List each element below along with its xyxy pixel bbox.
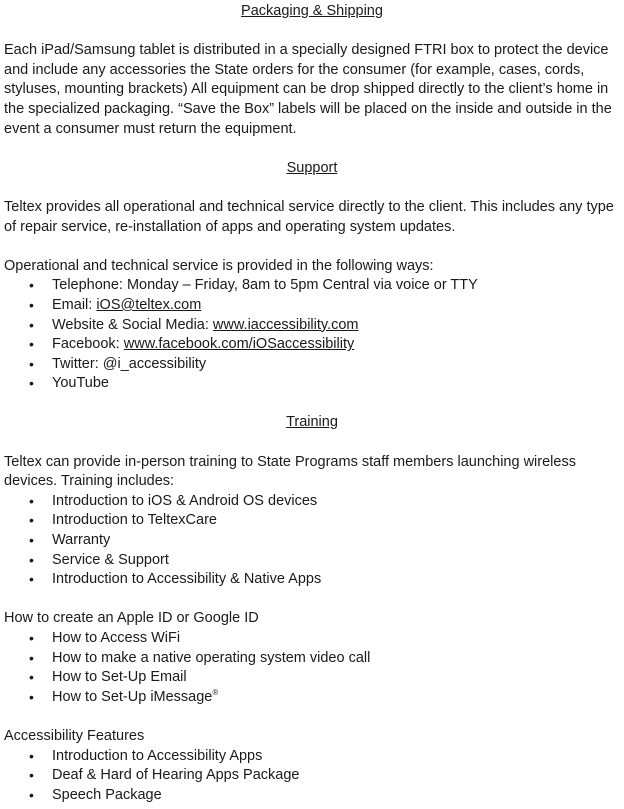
bullet-icon: •: [29, 492, 34, 509]
list-item: [4, 276, 620, 296]
list-item: [4, 570, 620, 590]
bullet-icon: •: [29, 786, 34, 803]
list-item: [4, 668, 620, 688]
id-section-title: How to create an Apple ID or Google ID: [4, 610, 259, 627]
list-item: [4, 766, 620, 786]
support-twitter: Twitter: @i_accessibility: [52, 355, 207, 372]
bullet-icon: •: [29, 747, 34, 764]
id-section-item: How to Access WiFi: [52, 630, 181, 646]
support-email-label: Email:: [52, 296, 97, 313]
support-heading: Support: [286, 159, 338, 176]
accessibility-item: Speech Package: [52, 786, 162, 803]
training-heading: Training: [286, 414, 338, 431]
bullet-icon: •: [29, 532, 34, 549]
list-item: [4, 355, 620, 375]
support-paragraph: Teltex provides all operational and technical service directly to the client. This includes any type of repair service, re-installation of apps and operating system updates.: [4, 198, 614, 235]
list-item: [4, 296, 620, 316]
list-item: [4, 551, 620, 571]
list-item: [4, 747, 620, 767]
spacer: [4, 433, 620, 453]
training-paragraph: Teltex can provide in-person training to State Programs staff members launching wireless devices. Training includes:: [4, 453, 576, 490]
list-item: [4, 511, 620, 531]
list-item: [4, 531, 620, 551]
bullet-icon: •: [29, 688, 34, 705]
spacer: [4, 590, 620, 610]
accessibility-section-title: Accessibility Features: [4, 727, 145, 744]
packaging-paragraph: Each iPad/Samsung tablet is distributed in a specially designed FTRI box to protect the device and include any accessories the State orders for the consumer (for example, cases, cords, styluses, mounting brackets) All equipment can be drop shipped directly to the client’s home in the specialized packaging. “Save the Box” labels will be placed on the inside and outside in the event a consumer must return the equipment.: [4, 42, 612, 137]
spacer: [4, 394, 620, 414]
spacer: [4, 22, 620, 42]
list-item: [4, 374, 620, 394]
training-item: Introduction to TeltexCare: [52, 512, 217, 529]
list-item: [4, 688, 620, 708]
id-section-item: How to make a native operating system video call: [52, 649, 371, 666]
support-intro: Operational and technical service is provided in the following ways:: [4, 257, 434, 274]
bullet-icon: •: [29, 375, 34, 392]
bullet-icon: •: [29, 355, 34, 372]
email-link[interactable]: iOS@teltex.com: [96, 296, 202, 313]
accessibility-item: Introduction to Accessibility Apps: [52, 747, 263, 764]
list-item: [4, 316, 620, 336]
bullet-icon: •: [29, 316, 34, 333]
support-facebook-label: Facebook:: [52, 336, 124, 353]
list-item: [4, 335, 620, 355]
bullet-icon: •: [29, 669, 34, 686]
bullet-icon: •: [29, 296, 34, 313]
website-link[interactable]: www.iaccessibility.com: [212, 316, 359, 333]
accessibility-section-list: [4, 747, 620, 806]
support-youtube: YouTube: [52, 375, 109, 392]
bullet-icon: •: [29, 767, 34, 784]
id-section-item: How to Set-Up iMessage: [52, 688, 213, 705]
list-item: [4, 649, 620, 669]
packaging-heading: Packaging & Shipping: [241, 3, 383, 19]
support-telephone: Telephone: Monday – Friday, 8am to 5pm Central via voice or TTY: [52, 277, 478, 294]
training-item: Introduction to Accessibility & Native Apps: [52, 571, 322, 588]
spacer: [4, 237, 620, 257]
training-item: Warranty: [52, 532, 111, 549]
id-section-item: How to Set-Up Email: [52, 669, 187, 686]
spacer: [4, 178, 620, 198]
bullet-icon: •: [29, 571, 34, 588]
spacer: [4, 707, 620, 727]
list-item: [4, 786, 620, 806]
bullet-icon: •: [29, 512, 34, 529]
training-list: [4, 492, 620, 590]
facebook-link[interactable]: www.facebook.com/iOSaccessibility: [123, 336, 355, 353]
list-item: [4, 492, 620, 512]
spacer: [4, 139, 620, 159]
bullet-icon: •: [29, 551, 34, 568]
training-item: Introduction to iOS & Android OS devices: [52, 492, 318, 509]
list-item: [4, 629, 620, 649]
support-list: [4, 276, 620, 394]
bullet-icon: •: [29, 277, 34, 294]
accessibility-item: Deaf & Hard of Hearing Apps Package: [52, 767, 300, 784]
bullet-icon: •: [29, 336, 34, 353]
training-item: Service & Support: [52, 551, 169, 568]
support-website-label: Website & Social Media:: [52, 316, 213, 333]
bullet-icon: •: [29, 649, 34, 666]
id-section-list: [4, 629, 620, 707]
bullet-icon: •: [29, 630, 34, 646]
registered-mark: ®: [212, 687, 219, 697]
